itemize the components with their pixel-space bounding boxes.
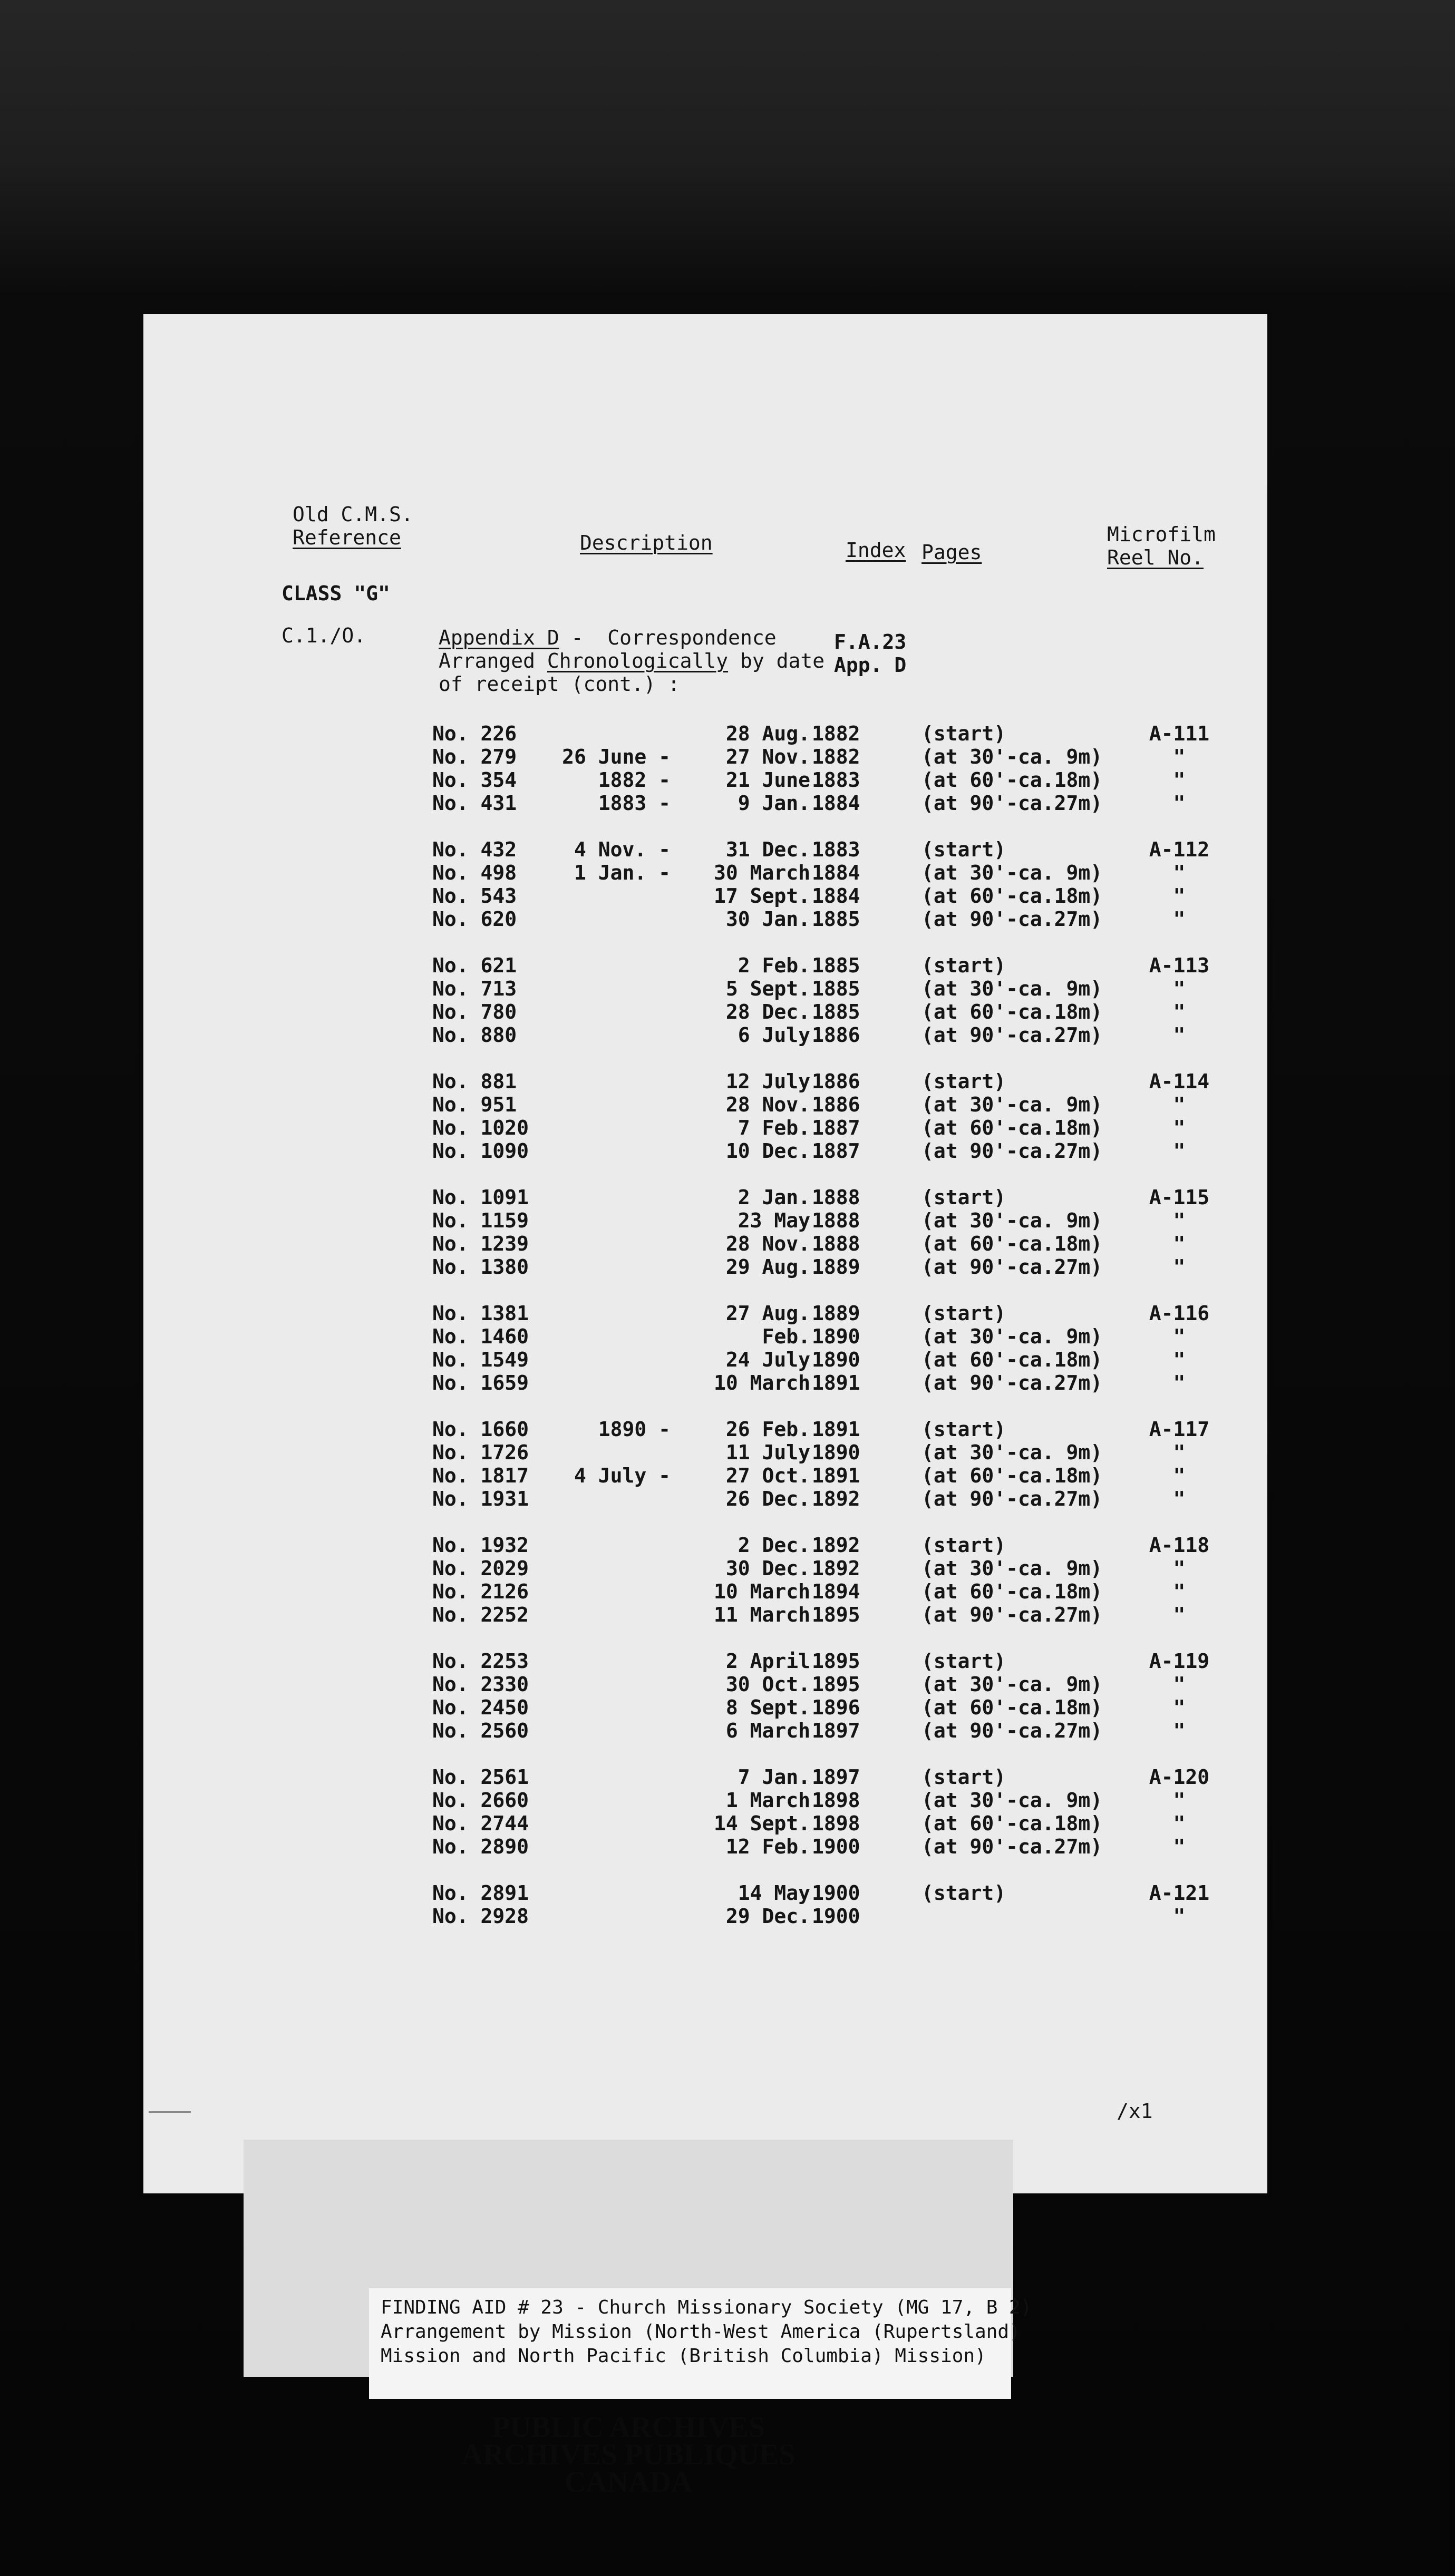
reel-number: A-114 [1149, 1070, 1210, 1093]
table-row [143, 1650, 1267, 1673]
reel-number: A-115 [1149, 1186, 1210, 1209]
year: 1890 [812, 1325, 860, 1348]
year: 1895 [812, 1650, 860, 1673]
table-row [143, 1441, 1267, 1464]
table-row [143, 1534, 1267, 1557]
pages-position: (at 60'-ca.18m) [922, 1812, 1103, 1835]
item-number: No. 2928 [432, 1905, 529, 1928]
table-row [143, 1023, 1267, 1047]
date-to: 30 Jan. [725, 908, 810, 931]
reel-number: A-113 [1149, 954, 1210, 977]
pages-position: (at 30'-ca. 9m) [922, 861, 1103, 884]
year: 1892 [812, 1534, 860, 1557]
table-row [143, 1557, 1267, 1580]
pages-position: (start) [922, 1186, 1006, 1209]
year: 1891 [812, 1464, 860, 1487]
item-number: No. 1381 [432, 1302, 529, 1325]
pages-position: (at 60'-ca.18m) [922, 1116, 1103, 1139]
item-number: No. 2561 [432, 1765, 529, 1789]
pages-position: (at 60'-ca.18m) [922, 1000, 1103, 1023]
item-number: No. 713 [432, 977, 517, 1000]
table-row [143, 1905, 1267, 1928]
item-number: No. 1091 [432, 1186, 529, 1209]
year: 1900 [812, 1905, 860, 1928]
reel-number: A-121 [1149, 1881, 1210, 1905]
reel-number: " [1173, 1116, 1186, 1139]
date-from: 4 Nov. - [574, 838, 671, 861]
reel-number: " [1173, 1348, 1186, 1371]
year: 1891 [812, 1418, 860, 1441]
item-number: No. 1726 [432, 1441, 529, 1464]
pages-position: (start) [922, 1418, 1006, 1441]
reel-number: " [1173, 1371, 1186, 1394]
item-number: No. 1931 [432, 1487, 529, 1510]
year: 1885 [812, 1000, 860, 1023]
year: 1897 [812, 1719, 860, 1742]
date-to: 29 Dec. [725, 1905, 810, 1928]
date-to: 21 June [725, 768, 810, 792]
archives-stamp [244, 2411, 1013, 2499]
pages-position: (at 60'-ca.18m) [922, 1464, 1103, 1487]
date-to: 2 Jan. [738, 1186, 810, 1209]
pages-position: (at 60'-ca.18m) [922, 1580, 1103, 1603]
item-number: No. 780 [432, 1000, 517, 1023]
appendix-line1: Appendix D - Correspondence [439, 626, 777, 649]
reel-number: " [1173, 1325, 1186, 1348]
pages-position: (at 90'-ca.27m) [922, 1139, 1103, 1163]
date-to: 7 Feb. [738, 1116, 810, 1139]
table-row [143, 1418, 1267, 1441]
reel-number: " [1173, 977, 1186, 1000]
stamp-line1: PUBLIC ARCHIVES [491, 2411, 765, 2444]
date-to: 12 July [725, 1070, 810, 1093]
year: 1884 [812, 792, 860, 815]
pages-position: (at 90'-ca.27m) [922, 1719, 1103, 1742]
reel-number: A-112 [1149, 838, 1210, 861]
table-row [143, 722, 1267, 745]
appendix-line3: of receipt (cont.) : [439, 672, 680, 696]
pages-position: (at 30'-ca. 9m) [922, 1789, 1103, 1812]
table-row [143, 1209, 1267, 1232]
caption-line2: Arrangement by Mission (North-West America (Rupertsland) [381, 2321, 1021, 2343]
reel-number: " [1173, 1255, 1186, 1279]
date-to: 10 March [713, 1371, 810, 1394]
index-code-line2: App. D [834, 653, 907, 677]
reel-number: " [1173, 1139, 1186, 1163]
date-to: 27 Oct. [725, 1464, 810, 1487]
table-row [143, 977, 1267, 1000]
margin-mark [149, 2111, 191, 2113]
table-row [143, 908, 1267, 931]
stamp-line3: CANADA [564, 2466, 693, 2499]
pages-position: (start) [922, 1302, 1006, 1325]
reel-number: " [1173, 1789, 1186, 1812]
pages-position: (at 90'-ca.27m) [922, 792, 1103, 815]
table-row [143, 1673, 1267, 1696]
year: 1891 [812, 1371, 860, 1394]
item-number: No. 1460 [432, 1325, 529, 1348]
table-row [143, 1371, 1267, 1394]
pages-position: (at 30'-ca. 9m) [922, 745, 1103, 768]
table-row [143, 1093, 1267, 1116]
date-to: 28 Nov. [725, 1093, 810, 1116]
class-label: CLASS "G" [282, 582, 390, 605]
item-number: No. 543 [432, 884, 517, 908]
pages-position: (at 30'-ca. 9m) [922, 1093, 1103, 1116]
reel-number: " [1173, 1557, 1186, 1580]
item-number: No. 431 [432, 792, 517, 815]
old-ref-header-line2: Reference [293, 526, 401, 549]
date-to: 10 Dec. [725, 1139, 810, 1163]
item-number: No. 2891 [432, 1881, 529, 1905]
pages-position: (start) [922, 722, 1006, 745]
pages-position: (at 90'-ca.27m) [922, 908, 1103, 931]
year: 1890 [812, 1441, 860, 1464]
date-to: 5 Sept. [725, 977, 810, 1000]
pages-position: (at 30'-ca. 9m) [922, 1209, 1103, 1232]
pages-position: (at 30'-ca. 9m) [922, 1673, 1103, 1696]
reel-number: " [1173, 1093, 1186, 1116]
year: 1888 [812, 1232, 860, 1255]
document-page [143, 314, 1267, 2193]
reel-number: A-120 [1149, 1765, 1210, 1789]
pages-position: (start) [922, 1070, 1006, 1093]
pages-position: (start) [922, 954, 1006, 977]
pages-position: (start) [922, 838, 1006, 861]
reel-number: A-111 [1149, 722, 1210, 745]
year: 1885 [812, 954, 860, 977]
table-row [143, 838, 1267, 861]
pages-position: (at 30'-ca. 9m) [922, 1557, 1103, 1580]
pages-position: (at 90'-ca.27m) [922, 1371, 1103, 1394]
table-row [143, 1487, 1267, 1510]
date-to: 6 July [738, 1023, 810, 1047]
item-number: No. 2330 [432, 1673, 529, 1696]
item-number: No. 621 [432, 954, 517, 977]
reel-number: " [1173, 768, 1186, 792]
date-from: 1883 - [598, 792, 671, 815]
table-row [143, 1765, 1267, 1789]
reel-number: A-116 [1149, 1302, 1210, 1325]
date-to: 30 Oct. [725, 1673, 810, 1696]
date-to: 26 Dec. [725, 1487, 810, 1510]
item-number: No. 2253 [432, 1650, 529, 1673]
date-from: 1 Jan. - [574, 861, 671, 884]
table-row [143, 768, 1267, 792]
table-row [143, 1325, 1267, 1348]
table-row [143, 1881, 1267, 1905]
item-number: No. 951 [432, 1093, 517, 1116]
item-number: No. 2660 [432, 1789, 529, 1812]
year: 1885 [812, 977, 860, 1000]
table-row [143, 1232, 1267, 1255]
item-number: No. 1020 [432, 1116, 529, 1139]
pages-position: (at 90'-ca.27m) [922, 1603, 1103, 1626]
year: 1887 [812, 1116, 860, 1139]
reel-number: " [1173, 1812, 1186, 1835]
reel-header-line1: Microfilm [1107, 523, 1216, 546]
reel-number: A-117 [1149, 1418, 1210, 1441]
year: 1889 [812, 1302, 860, 1325]
item-number: No. 2560 [432, 1719, 529, 1742]
year: 1886 [812, 1070, 860, 1093]
item-number: No. 880 [432, 1023, 517, 1047]
item-number: No. 1159 [432, 1209, 529, 1232]
table-row [143, 1070, 1267, 1093]
reel-number: " [1173, 1000, 1186, 1023]
date-to: 12 Feb. [725, 1835, 810, 1858]
reel-number: " [1173, 1464, 1186, 1487]
item-number: No. 226 [432, 722, 517, 745]
item-number: No. 881 [432, 1070, 517, 1093]
item-number: No. 498 [432, 861, 517, 884]
pages-position: (at 90'-ca.27m) [922, 1835, 1103, 1858]
item-number: No. 1932 [432, 1534, 529, 1557]
year: 1895 [812, 1603, 860, 1626]
reel-number: " [1173, 1835, 1186, 1858]
reel-number: " [1173, 1696, 1186, 1719]
date-to: 17 Sept. [713, 884, 810, 908]
index-header: Index [846, 539, 906, 562]
reel-number: " [1173, 1441, 1186, 1464]
year: 1884 [812, 884, 860, 908]
reel-number: " [1173, 1232, 1186, 1255]
item-number: No. 1659 [432, 1371, 529, 1394]
pages-position: (start) [922, 1881, 1006, 1905]
pages-position: (start) [922, 1650, 1006, 1673]
year: 1887 [812, 1139, 860, 1163]
reel-number: " [1173, 792, 1186, 815]
table-row [143, 861, 1267, 884]
year: 1889 [812, 1255, 860, 1279]
item-number: No. 1660 [432, 1418, 529, 1441]
pages-position: (at 60'-ca.18m) [922, 884, 1103, 908]
year: 1888 [812, 1209, 860, 1232]
date-to: 2 April [725, 1650, 810, 1673]
pages-header: Pages [922, 541, 982, 564]
reel-number: " [1173, 1023, 1186, 1047]
reel-number: " [1173, 1487, 1186, 1510]
year: 1885 [812, 908, 860, 931]
year: 1892 [812, 1557, 860, 1580]
year: 1886 [812, 1093, 860, 1116]
year: 1900 [812, 1881, 860, 1905]
pages-position: (at 30'-ca. 9m) [922, 1325, 1103, 1348]
year: 1900 [812, 1835, 860, 1858]
pages-position: (at 60'-ca.18m) [922, 768, 1103, 792]
date-to: 30 Dec. [725, 1557, 810, 1580]
date-from: 26 June - [562, 745, 671, 768]
table-row [143, 792, 1267, 815]
reel-number: " [1173, 1673, 1186, 1696]
date-to: 30 March [713, 861, 810, 884]
date-to: 28 Dec. [725, 1000, 810, 1023]
year: 1890 [812, 1348, 860, 1371]
year: 1896 [812, 1696, 860, 1719]
table-row [143, 745, 1267, 768]
item-number: No. 432 [432, 838, 517, 861]
item-number: No. 2252 [432, 1603, 529, 1626]
table-row [143, 1812, 1267, 1835]
date-from: 1890 - [598, 1418, 671, 1441]
description-header: Description [580, 531, 713, 554]
reference-code: C.1./O. [282, 624, 366, 647]
date-to: 11 March [713, 1603, 810, 1626]
date-from: 4 July - [574, 1464, 671, 1487]
year: 1888 [812, 1186, 860, 1209]
table-row [143, 1348, 1267, 1371]
item-number: No. 2890 [432, 1835, 529, 1858]
year: 1895 [812, 1673, 860, 1696]
date-to: 26 Feb. [725, 1418, 810, 1441]
date-to: 7 Jan. [738, 1765, 810, 1789]
date-to: 28 Aug. [725, 722, 810, 745]
date-to: 31 Dec. [725, 838, 810, 861]
table-row [143, 1000, 1267, 1023]
pages-position: (at 90'-ca.27m) [922, 1487, 1103, 1510]
item-number: No. 2126 [432, 1580, 529, 1603]
reel-header-line2: Reel No. [1107, 546, 1204, 569]
date-to: 11 July [725, 1441, 810, 1464]
date-to: 2 Dec. [738, 1534, 810, 1557]
pages-position: (start) [922, 1534, 1006, 1557]
pages-position: (at 60'-ca.18m) [922, 1696, 1103, 1719]
table-row [143, 884, 1267, 908]
index-code-line1: F.A.23 [834, 630, 907, 653]
date-to: 9 Jan. [738, 792, 810, 815]
year: 1886 [812, 1023, 860, 1047]
reel-number: " [1173, 861, 1186, 884]
item-number: No. 1549 [432, 1348, 529, 1371]
item-number: No. 2029 [432, 1557, 529, 1580]
pages-position: (at 60'-ca.18m) [922, 1348, 1103, 1371]
item-number: No. 1239 [432, 1232, 529, 1255]
table-row [143, 1255, 1267, 1279]
table-row [143, 1696, 1267, 1719]
year: 1894 [812, 1580, 860, 1603]
year: 1884 [812, 861, 860, 884]
date-from: 1882 - [598, 768, 671, 792]
date-to: 29 Aug. [725, 1255, 810, 1279]
reel-number: " [1173, 884, 1186, 908]
year: 1898 [812, 1789, 860, 1812]
date-to: 1 March [725, 1789, 810, 1812]
reel-number: " [1173, 1209, 1186, 1232]
year: 1882 [812, 745, 860, 768]
caption-line3: Mission and North Pacific (British Columbia) Mission) [381, 2345, 986, 2367]
table-row [143, 1464, 1267, 1487]
table-row [143, 1719, 1267, 1742]
table-row [143, 1186, 1267, 1209]
item-number: No. 1090 [432, 1139, 529, 1163]
year: 1882 [812, 722, 860, 745]
date-to: Feb. [762, 1325, 810, 1348]
item-number: No. 2450 [432, 1696, 529, 1719]
reel-number: " [1173, 745, 1186, 768]
date-to: 24 July [725, 1348, 810, 1371]
item-number: No. 354 [432, 768, 517, 792]
table-row [143, 1789, 1267, 1812]
item-number: No. 1817 [432, 1464, 529, 1487]
reel-number: A-119 [1149, 1650, 1210, 1673]
table-row [143, 1580, 1267, 1603]
year: 1883 [812, 838, 860, 861]
caption-line1: FINDING AID # 23 - Church Missionary Society (MG 17, B 2) [381, 2297, 1032, 2318]
table-row [143, 1835, 1267, 1858]
old-ref-header-line1: Old C.M.S. [293, 503, 413, 526]
date-to: 28 Nov. [725, 1232, 810, 1255]
reel-number: " [1173, 1719, 1186, 1742]
item-number: No. 1380 [432, 1255, 529, 1279]
item-number: No. 2744 [432, 1812, 529, 1835]
reel-number: " [1173, 1603, 1186, 1626]
finding-aid-caption [369, 2288, 1032, 2399]
date-to: 6 March [725, 1719, 810, 1742]
pages-position: (at 30'-ca. 9m) [922, 977, 1103, 1000]
date-to: 14 May [738, 1881, 810, 1905]
page-marker: /x1 [1117, 2100, 1153, 2123]
appendix-line2: Arranged Chronologically by date [439, 649, 825, 672]
pages-position: (at 90'-ca.27m) [922, 1023, 1103, 1047]
date-to: 14 Sept. [713, 1812, 810, 1835]
date-to: 8 Sept. [725, 1696, 810, 1719]
date-to: 27 Nov. [725, 745, 810, 768]
table-row [143, 1116, 1267, 1139]
date-to: 2 Feb. [738, 954, 810, 977]
date-to: 23 May [738, 1209, 810, 1232]
date-to: 27 Aug. [725, 1302, 810, 1325]
year: 1892 [812, 1487, 860, 1510]
reel-number: " [1173, 1905, 1186, 1928]
pages-position: (at 90'-ca.27m) [922, 1255, 1103, 1279]
reel-number: " [1173, 908, 1186, 931]
reel-number: A-118 [1149, 1534, 1210, 1557]
year: 1897 [812, 1765, 860, 1789]
year: 1898 [812, 1812, 860, 1835]
pages-position: (start) [922, 1765, 1006, 1789]
table-row [143, 1139, 1267, 1163]
reel-number: " [1173, 1580, 1186, 1603]
stamp-line2: ARCHIVES PUBLIQUES [461, 2438, 796, 2471]
table-row [143, 1302, 1267, 1325]
year: 1883 [812, 768, 860, 792]
date-to: 10 March [713, 1580, 810, 1603]
pages-position: (at 30'-ca. 9m) [922, 1441, 1103, 1464]
pages-position: (at 60'-ca.18m) [922, 1232, 1103, 1255]
table-row [143, 954, 1267, 977]
item-number: No. 620 [432, 908, 517, 931]
table-row [143, 1603, 1267, 1626]
item-number: No. 279 [432, 745, 517, 768]
